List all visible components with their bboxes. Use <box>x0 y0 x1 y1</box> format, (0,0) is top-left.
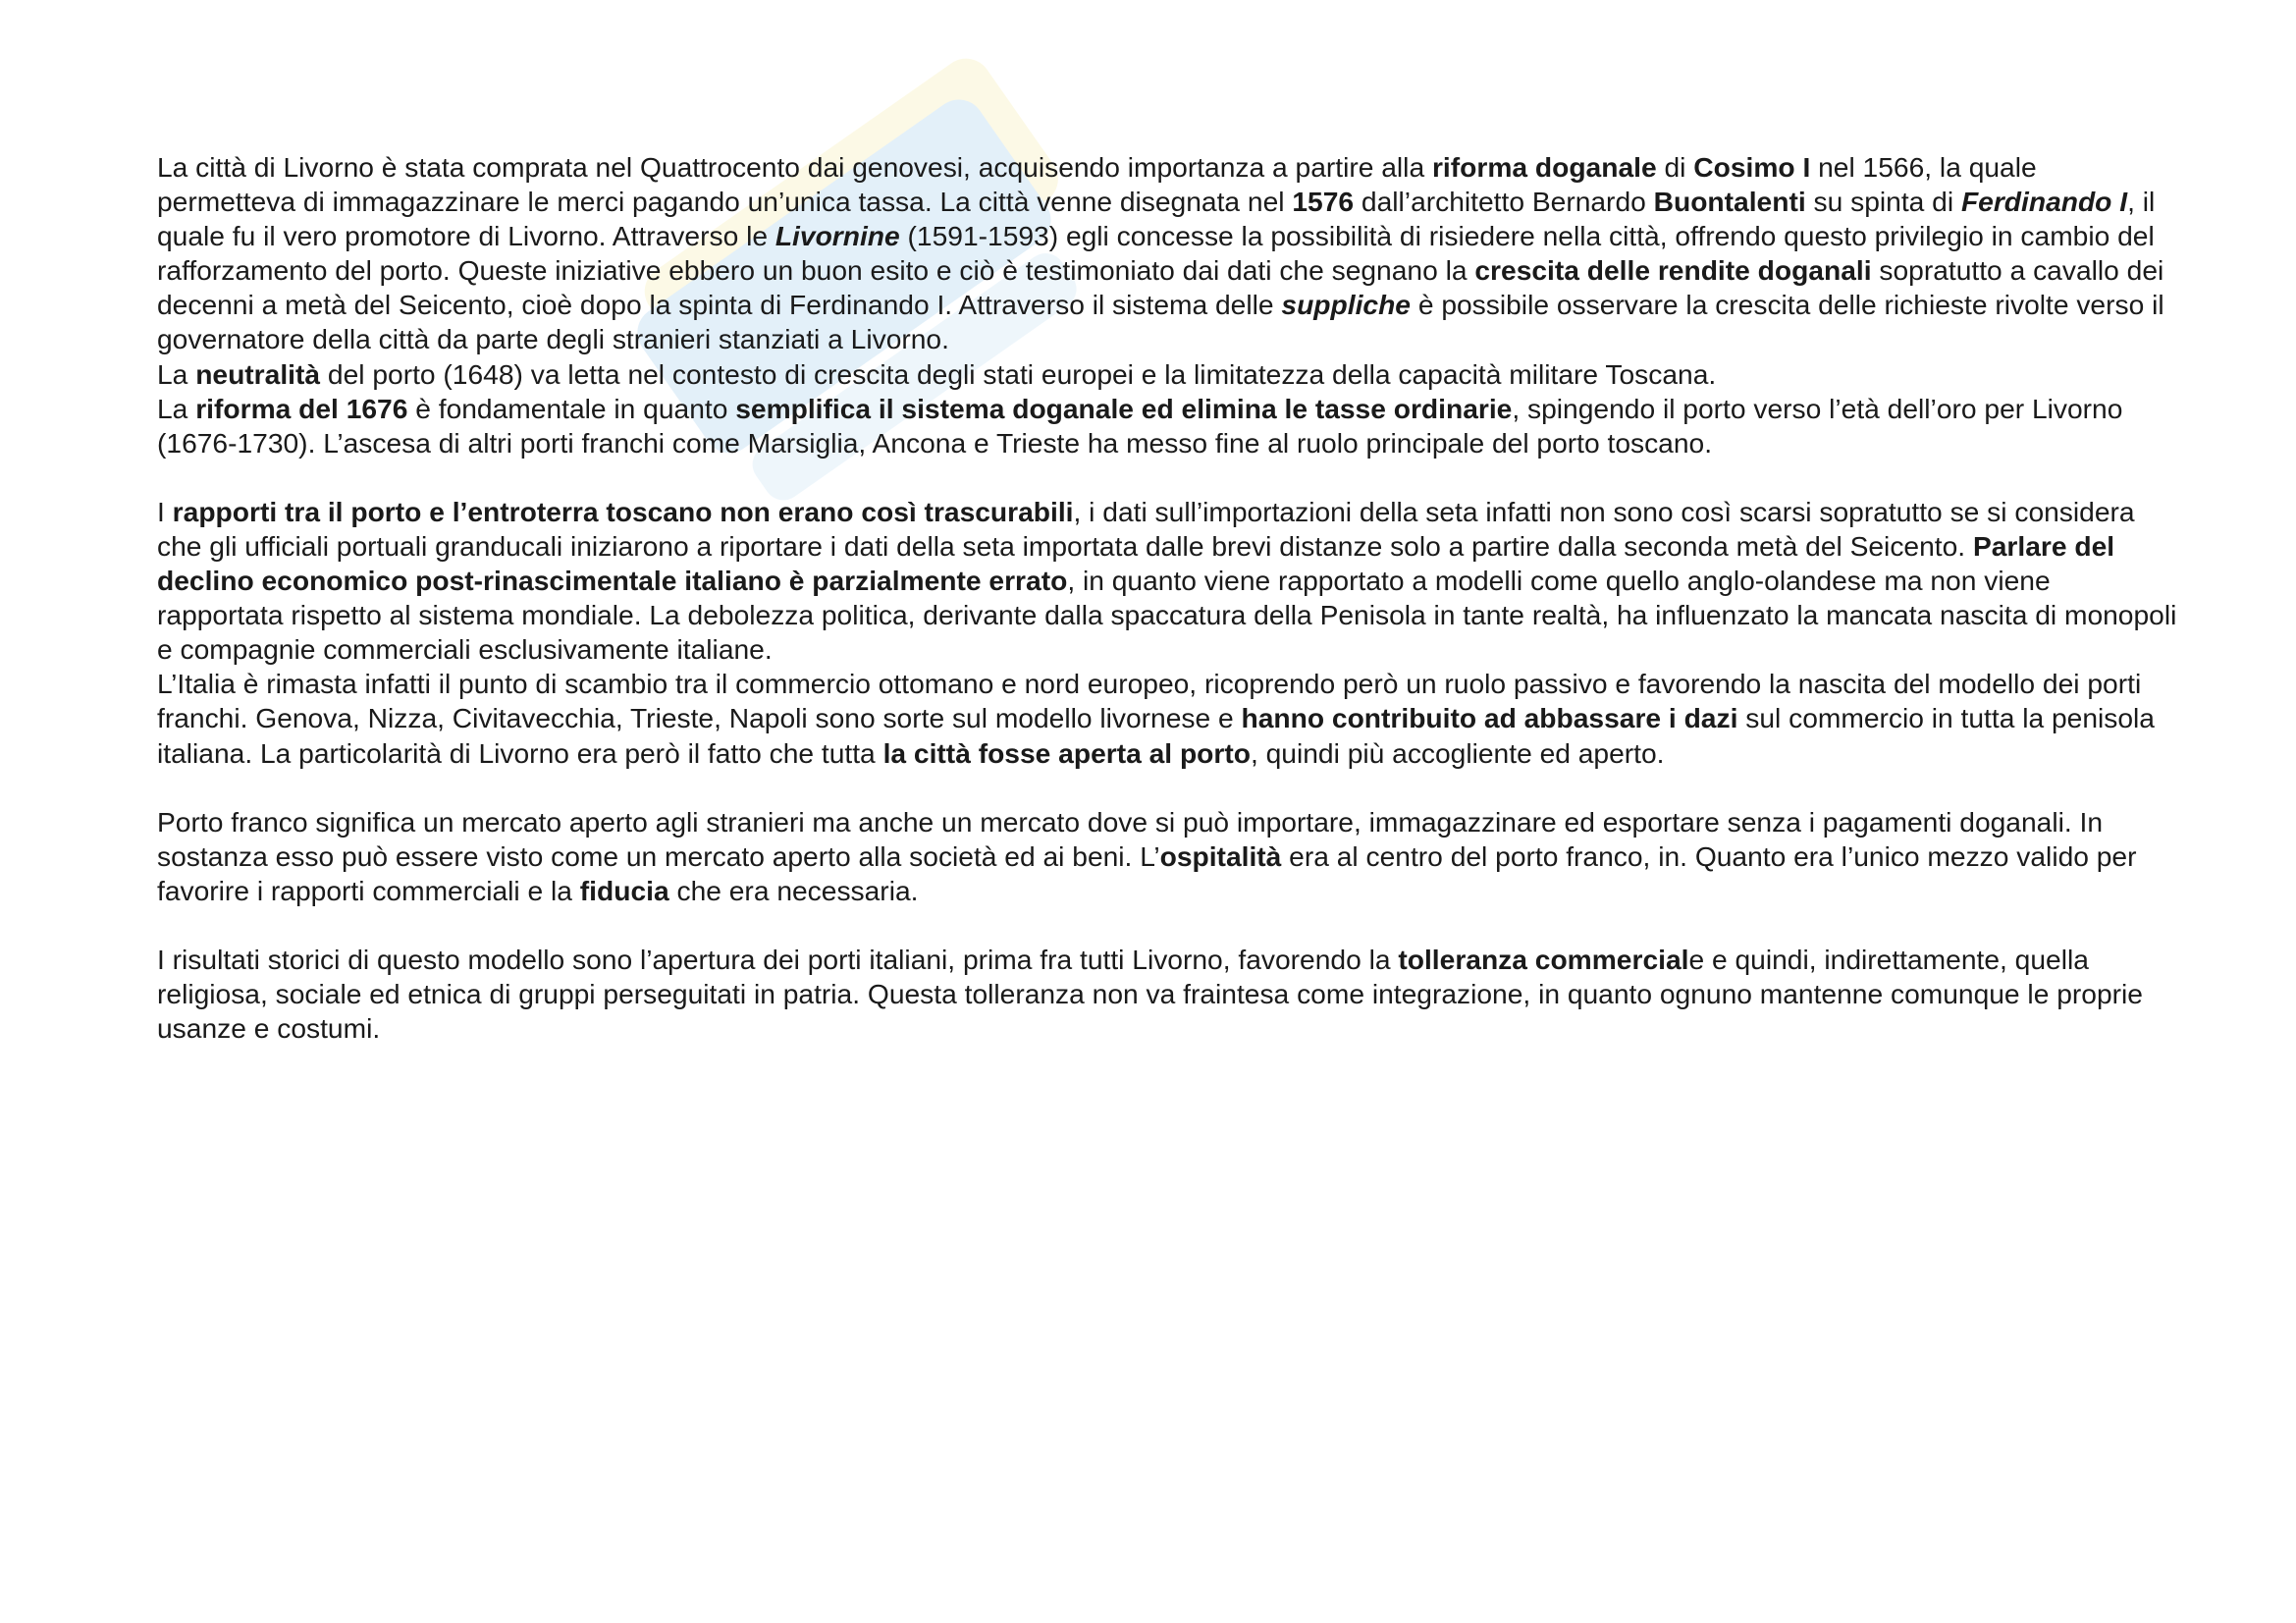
text-run: che era necessaria. <box>668 874 919 906</box>
text-run: , quindi più accogliente ed aperto. <box>1250 736 1665 769</box>
paragraph <box>157 667 2179 770</box>
paragraph <box>157 805 2179 908</box>
text-run: sul commercio in tutta la penisola italiana. La particolarità di Livorno era però il fatto che tutta <box>157 702 2155 769</box>
text-run: L’Italia è rimasta infatti il punto di scambio tra il commercio ottomano e nord europeo, ricoprendo però un ruolo passivo e favorendo la nascita del modello dei porti franchi. Genova, Nizza, Civitavecchia, Trieste, Napoli sono sorte sul modello livornese e <box>157 668 2142 734</box>
bold-text: semplifica il sistema doganale ed elimina le tasse ordinarie <box>735 392 1513 424</box>
text-run: , il quale fu il vero promotore di Livorno. Attraverso le <box>157 186 2156 252</box>
bold-italic-text <box>1281 289 1411 320</box>
bold-text: ospitalità <box>1159 839 1282 872</box>
bold-italic-text <box>775 220 900 251</box>
bold-text: rapporti tra il porto e l’entroterra toscano non erano così trascurabili <box>172 495 1074 527</box>
paragraph <box>157 392 2179 460</box>
bold-text: la città fosse aperta al porto <box>882 736 1251 769</box>
text-run: I <box>157 495 173 527</box>
text-run: del porto (1648) va letta nel contesto di crescita degli stati europei e la limitatezza della capacità militare Toscana. <box>320 357 1717 390</box>
bold-text: crescita delle rendite doganali <box>1474 254 1872 287</box>
text-run: dall’architetto Bernardo <box>1354 186 1654 218</box>
bold-text: neutralità <box>195 357 321 390</box>
text-run: La città di Livorno è stata comprata nel Quattrocento dai genovesi, acquisendo importanza a partire alla <box>157 151 1432 183</box>
paragraph <box>157 150 2179 357</box>
text-run: e e quindi, indirettamente, quella religiosa, sociale ed etnica di gruppi perseguitati in patria. Questa tolleranza non va fraintesa come integrazione, in quanto ognuno mantenne comunque le proprie usanze e costumi. <box>157 943 2143 1045</box>
text-run: sopratutto a cavallo dei decenni a metà del Seicento, cioè dopo la spinta di Ferdinando I. Attraverso il sistema delle <box>157 254 2164 321</box>
text-run: , spingendo il porto verso l’età dell’oro per Livorno (1676-1730). L’ascesa di altri porti franchi come Marsiglia, Ancona e Trieste ha messo fine al ruolo principale del porto toscano. <box>157 392 2123 459</box>
text-run: La <box>157 392 196 424</box>
document-body <box>157 150 2179 1046</box>
text-run: è possibile osservare la crescita delle richieste rivolte verso il governatore della città da parte degli stranieri stanziati a Livorno. <box>157 289 2164 355</box>
bold-text: 1576 <box>1292 186 1355 218</box>
text-run: La <box>157 357 196 390</box>
text-run: , in quanto viene rapportato a modelli come quello anglo-olandese ma non viene rapportata rispetto al sistema mondiale. La debolezza politica, derivante dalla spaccatura della Penisola in tante realtà, ha influenzato la mancata nascita di monopoli e compagnie commerciali esclusivamente italiane. <box>157 565 2177 666</box>
text-run: (1591-1593) egli concesse la possibilità di risiedere nella città, offrendo questo privilegio in cambio del rafforzamento del porto. Queste iniziative ebbero un buon esito e ciò è testimoniato dai dati che segnano la <box>157 220 2155 287</box>
bold-italic-run: Ferdinando I <box>1960 186 2128 218</box>
bold-text: Cosimo I <box>1693 151 1811 183</box>
text-run: Porto franco significa un mercato aperto agli stranieri ma anche un mercato dove si può importare, immagazzinare ed esportare senza i pagamenti doganali. In sostanza esso può essere visto come un mercato aperto alla società ed ai beni. L’ <box>157 805 2104 872</box>
bold-text: riforma del 1676 <box>195 392 408 424</box>
bold-text: fiducia <box>579 874 669 906</box>
paragraph <box>157 495 2179 667</box>
bold-text: Buontalenti <box>1653 186 1806 218</box>
text-run: I risultati storici di questo modello sono l’apertura dei porti italiani, prima fra tutti Livorno, favorendo la <box>157 943 1399 975</box>
bold-text: riforma doganale <box>1431 151 1657 183</box>
bold-text: Parlare del declino economico post-rinascimentale italiano è parzialmente errato <box>157 529 2115 597</box>
paragraph <box>157 943 2179 1046</box>
bold-text: tolleranza commercial <box>1398 943 1689 975</box>
bold-italic-text <box>1961 186 2127 217</box>
text-run: è fondamentale in quanto <box>407 392 736 424</box>
text-run: nel 1566, la quale permetteva di immagazzinare le merci pagando un’unica tassa. La città venne disegnata nel <box>157 151 2037 218</box>
bold-text: hanno contribuito ad abbassare i dazi <box>1241 702 1738 734</box>
text-run: di <box>1656 151 1694 183</box>
bold-italic-run: suppliche <box>1281 289 1411 321</box>
paragraph <box>157 357 2179 392</box>
text-run: era al centro del porto franco, in. Quanto era l’unico mezzo valido per favorire i rapporti commerciali e la <box>157 839 2137 906</box>
text-run: , i dati sull’importazioni della seta infatti non sono così scarsi sopratutto se si considera che gli ufficiali portuali granducali iniziarono a riportare i dati della seta importata dalle brevi distanze solo a partire dalla seconda metà del Seicento. <box>157 495 2135 562</box>
bold-italic-run: Livornine <box>774 220 900 252</box>
text-run: su spinta di <box>1805 186 1961 218</box>
